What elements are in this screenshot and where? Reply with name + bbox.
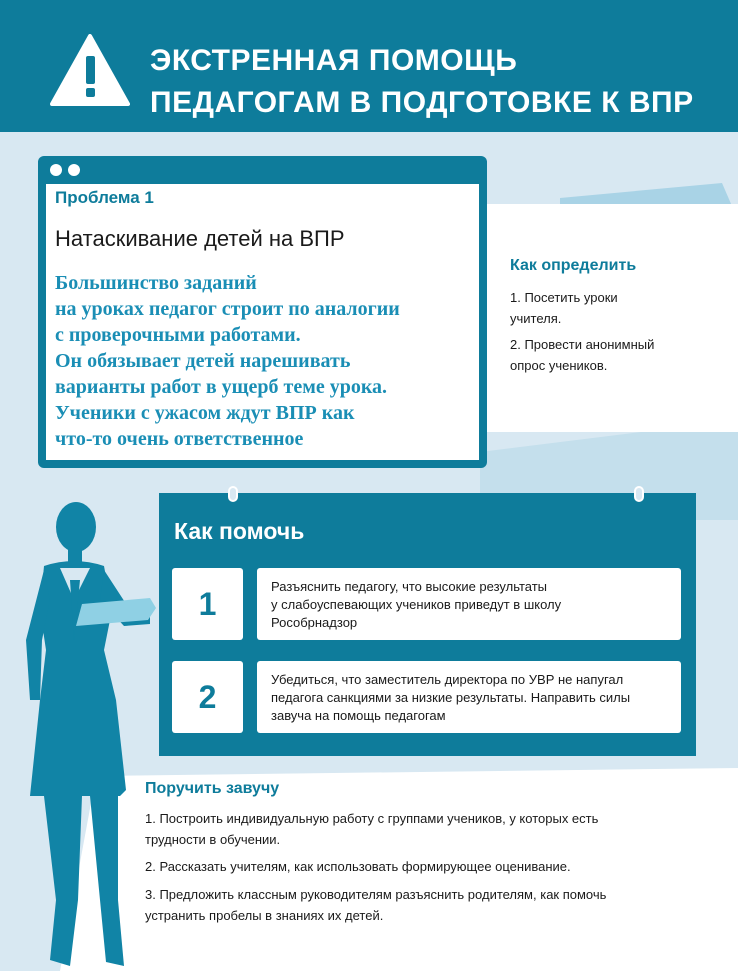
problem-line: Он обязывает детей нарешивать (55, 350, 351, 372)
assign-line: устранить пробелы в знаниях их детей. (145, 908, 384, 923)
step-line: педагога санкциями за низкие результаты. Направить силы (271, 690, 631, 705)
assign-line: 3. Предложить классным руководителям разъяснить родителям, как помочь (145, 887, 607, 902)
step-line: завуча на помощь педагогам (271, 708, 446, 723)
step-number: 1 (172, 568, 243, 640)
help-title: Как помочь (174, 518, 305, 544)
step-text (271, 671, 630, 725)
step-line: Убедиться, что заместитель директора по УВР не напугал (271, 672, 624, 687)
step-number: 2 (172, 661, 243, 733)
problem-line: что-то очень ответственное (55, 428, 304, 450)
detect-item-1 (510, 287, 618, 329)
step-line: Рособрнадзор (271, 615, 358, 630)
problem-heading: Натаскивание детей на ВПР (55, 226, 345, 251)
detect-item-line: 1. Посетить уроки (510, 290, 618, 305)
step-line: у слабоуспевающих учеников приведут в школу (271, 597, 562, 612)
step-text-box (257, 661, 681, 733)
problem-line: варианты работ в ущерб теме урока. (55, 376, 388, 398)
detect-item-line: 2. Провести анонимный (510, 337, 655, 352)
pin-icon (634, 486, 644, 502)
detect-item-line: опрос учеников. (510, 358, 608, 373)
detect-title: Как определить (510, 257, 637, 274)
page-title-line2: ПЕДАГОГАМ В ПОДГОТОВКЕ К ВПР (150, 86, 694, 119)
assign-item-1 (145, 808, 598, 850)
assign-title: Поручить завучу (145, 780, 280, 797)
problem-line: Ученики с ужасом ждут ВПР как (55, 402, 355, 424)
page-title-line1: ЭКСТРЕННАЯ ПОМОЩЬ (150, 44, 518, 77)
problem-line: Большинство заданий (55, 272, 257, 294)
assign-line: трудности в обучении. (145, 832, 281, 847)
assign-item-2 (145, 856, 571, 877)
assign-item-3 (145, 884, 606, 926)
assign-line: 1. Построить индивидуальную работу с группами учеников, у которых есть (145, 811, 599, 826)
detect-item-line: учителя. (510, 311, 562, 326)
pin-icon (228, 486, 238, 502)
detect-item-2 (510, 334, 654, 376)
step-line: Разъяснить педагогу, что высокие результаты (271, 579, 548, 594)
step-text (271, 578, 561, 632)
problem-line: с проверочными работами. (55, 324, 301, 346)
problem-line: на уроках педагог строит по аналогии (55, 298, 400, 320)
problem-label: Проблема 1 (55, 188, 154, 207)
step-text-box (257, 568, 681, 640)
assign-line: 2. Рассказать учителям, как использовать формирующее оценивание. (145, 859, 571, 874)
